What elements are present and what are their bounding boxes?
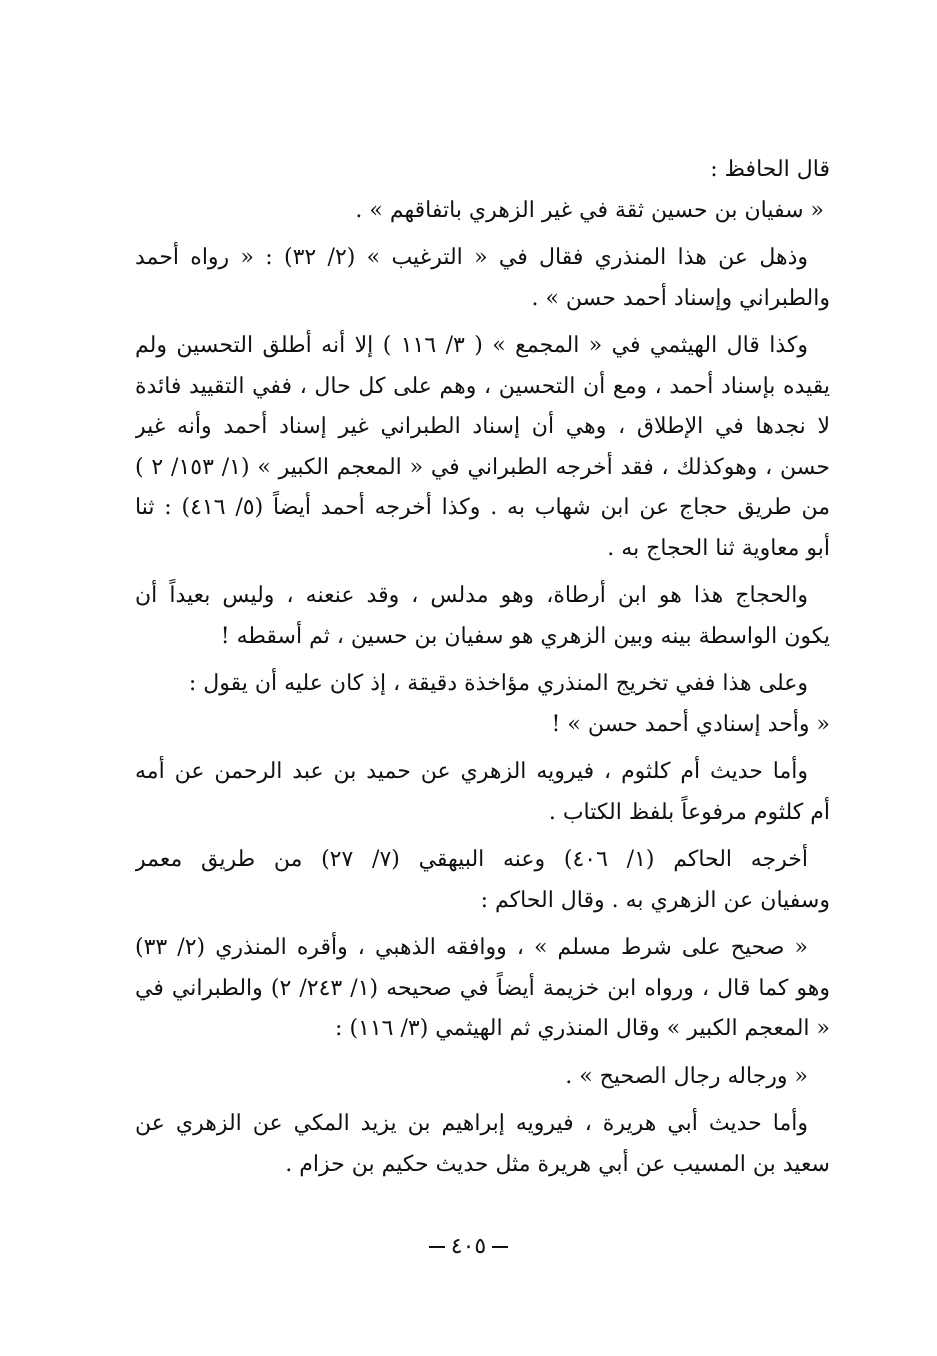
text-line: وأما حديث أم كلثوم ، فيرويه الزهري عن حميد بن عبد الرحمن عن أمه — [135, 759, 808, 784]
text-line: أخرجه الحاكم (١/ ٤٠٦) وعنه البيهقي (٧/ ٢٧) من طريق معمر — [135, 847, 809, 872]
text-line: والطبراني وإسناد أحمد حسن » . — [531, 285, 830, 311]
quote-line: « وأحد إسنادي أحمد حسن » ! — [551, 711, 830, 737]
dash-left — [492, 1246, 508, 1248]
text-line: من طريق حجاج عن ابن شهاب به . وكذا أخرجه أحمد أيضاً (٥/ ٤١٦) : ثنا — [135, 495, 830, 520]
quote-line: « صحيح على شرط مسلم » ، ووافقه الذهبي ، وأقره المنذري (٢/ ٣٣) — [135, 935, 808, 960]
text-line: والحجاج هذا هو ابن أرطاة، وهو مدلس ، وقد عنعنه ، وليس بعيداً أن — [135, 583, 808, 608]
text-line: وسفيان عن الزهري به . وقال الحاكم : — [480, 887, 830, 913]
text-line: حسن ، وهوكذلك ، فقد أخرجه الطبراني في « المعجم الكبير » (١/ ١٥٣/ ٢ ) — [135, 454, 830, 480]
text-line: « المعجم الكبير » وقال المنذري ثم الهيثمي (٣/ ١١٦) : — [335, 1016, 830, 1041]
text-line: أم كلثوم مرفوعاً بلفظ الكتاب . — [548, 799, 830, 825]
text-line: سعيد بن المسيب عن أبي هريرة مثل حديث حكيم بن حزام . — [285, 1151, 830, 1177]
text-line: لا نجدها في الإطلاق ، وهي أن إسناد الطبراني غير إسناد أحمد وأنه غير — [135, 414, 830, 439]
text-line: وكذا قال الهيثمي في « المجمع » ( ٣/ ١١٦ ) إلا أنه أطلق التحسين ولم — [135, 333, 809, 358]
text-line: وعلى هذا ففي تخريج المنذري مؤاخذة دقيقة ، إذ كان عليه أن يقول : — [188, 671, 808, 696]
text-line: وذهل عن هذا المنذري فقال في « الترغيب » (٢/ ٣٢) : « رواه أحمد — [135, 245, 809, 270]
text-line: قال الحافظ : — [710, 157, 830, 182]
text-line: يقيده بإسناد أحمد ، ومع أن التحسين ، وهم على كل حال ، ففي التقييد فائدة — [135, 373, 830, 399]
text-line: وهو كما قال ، ورواه ابن خزيمة أيضاً في صحيحه (١/ ٢٤٣/ ٢) والطبراني في — [135, 975, 830, 1001]
quote-line: « ورجاله رجال الصحيح » . — [565, 1063, 808, 1089]
body-text — [135, 150, 830, 1185]
text-line: يكون الواسطة بينه وبين الزهري هو سفيان بن حسين ، ثم أسقطه ! — [220, 623, 830, 649]
text-line: أبو معاوية ثنا الحجاج به . — [607, 535, 830, 561]
dash-right — [429, 1246, 445, 1248]
page-number-value: ٤٠٥ — [450, 1234, 487, 1259]
quote-line: « سفيان بن حسين ثقة في غير الزهري باتفاقهم » . — [355, 197, 824, 223]
page-number — [0, 1232, 937, 1262]
text-line: وأما حديث أبي هريرة ، فيرويه إبراهيم بن يزيد المكي عن الزهري عن — [135, 1111, 808, 1136]
